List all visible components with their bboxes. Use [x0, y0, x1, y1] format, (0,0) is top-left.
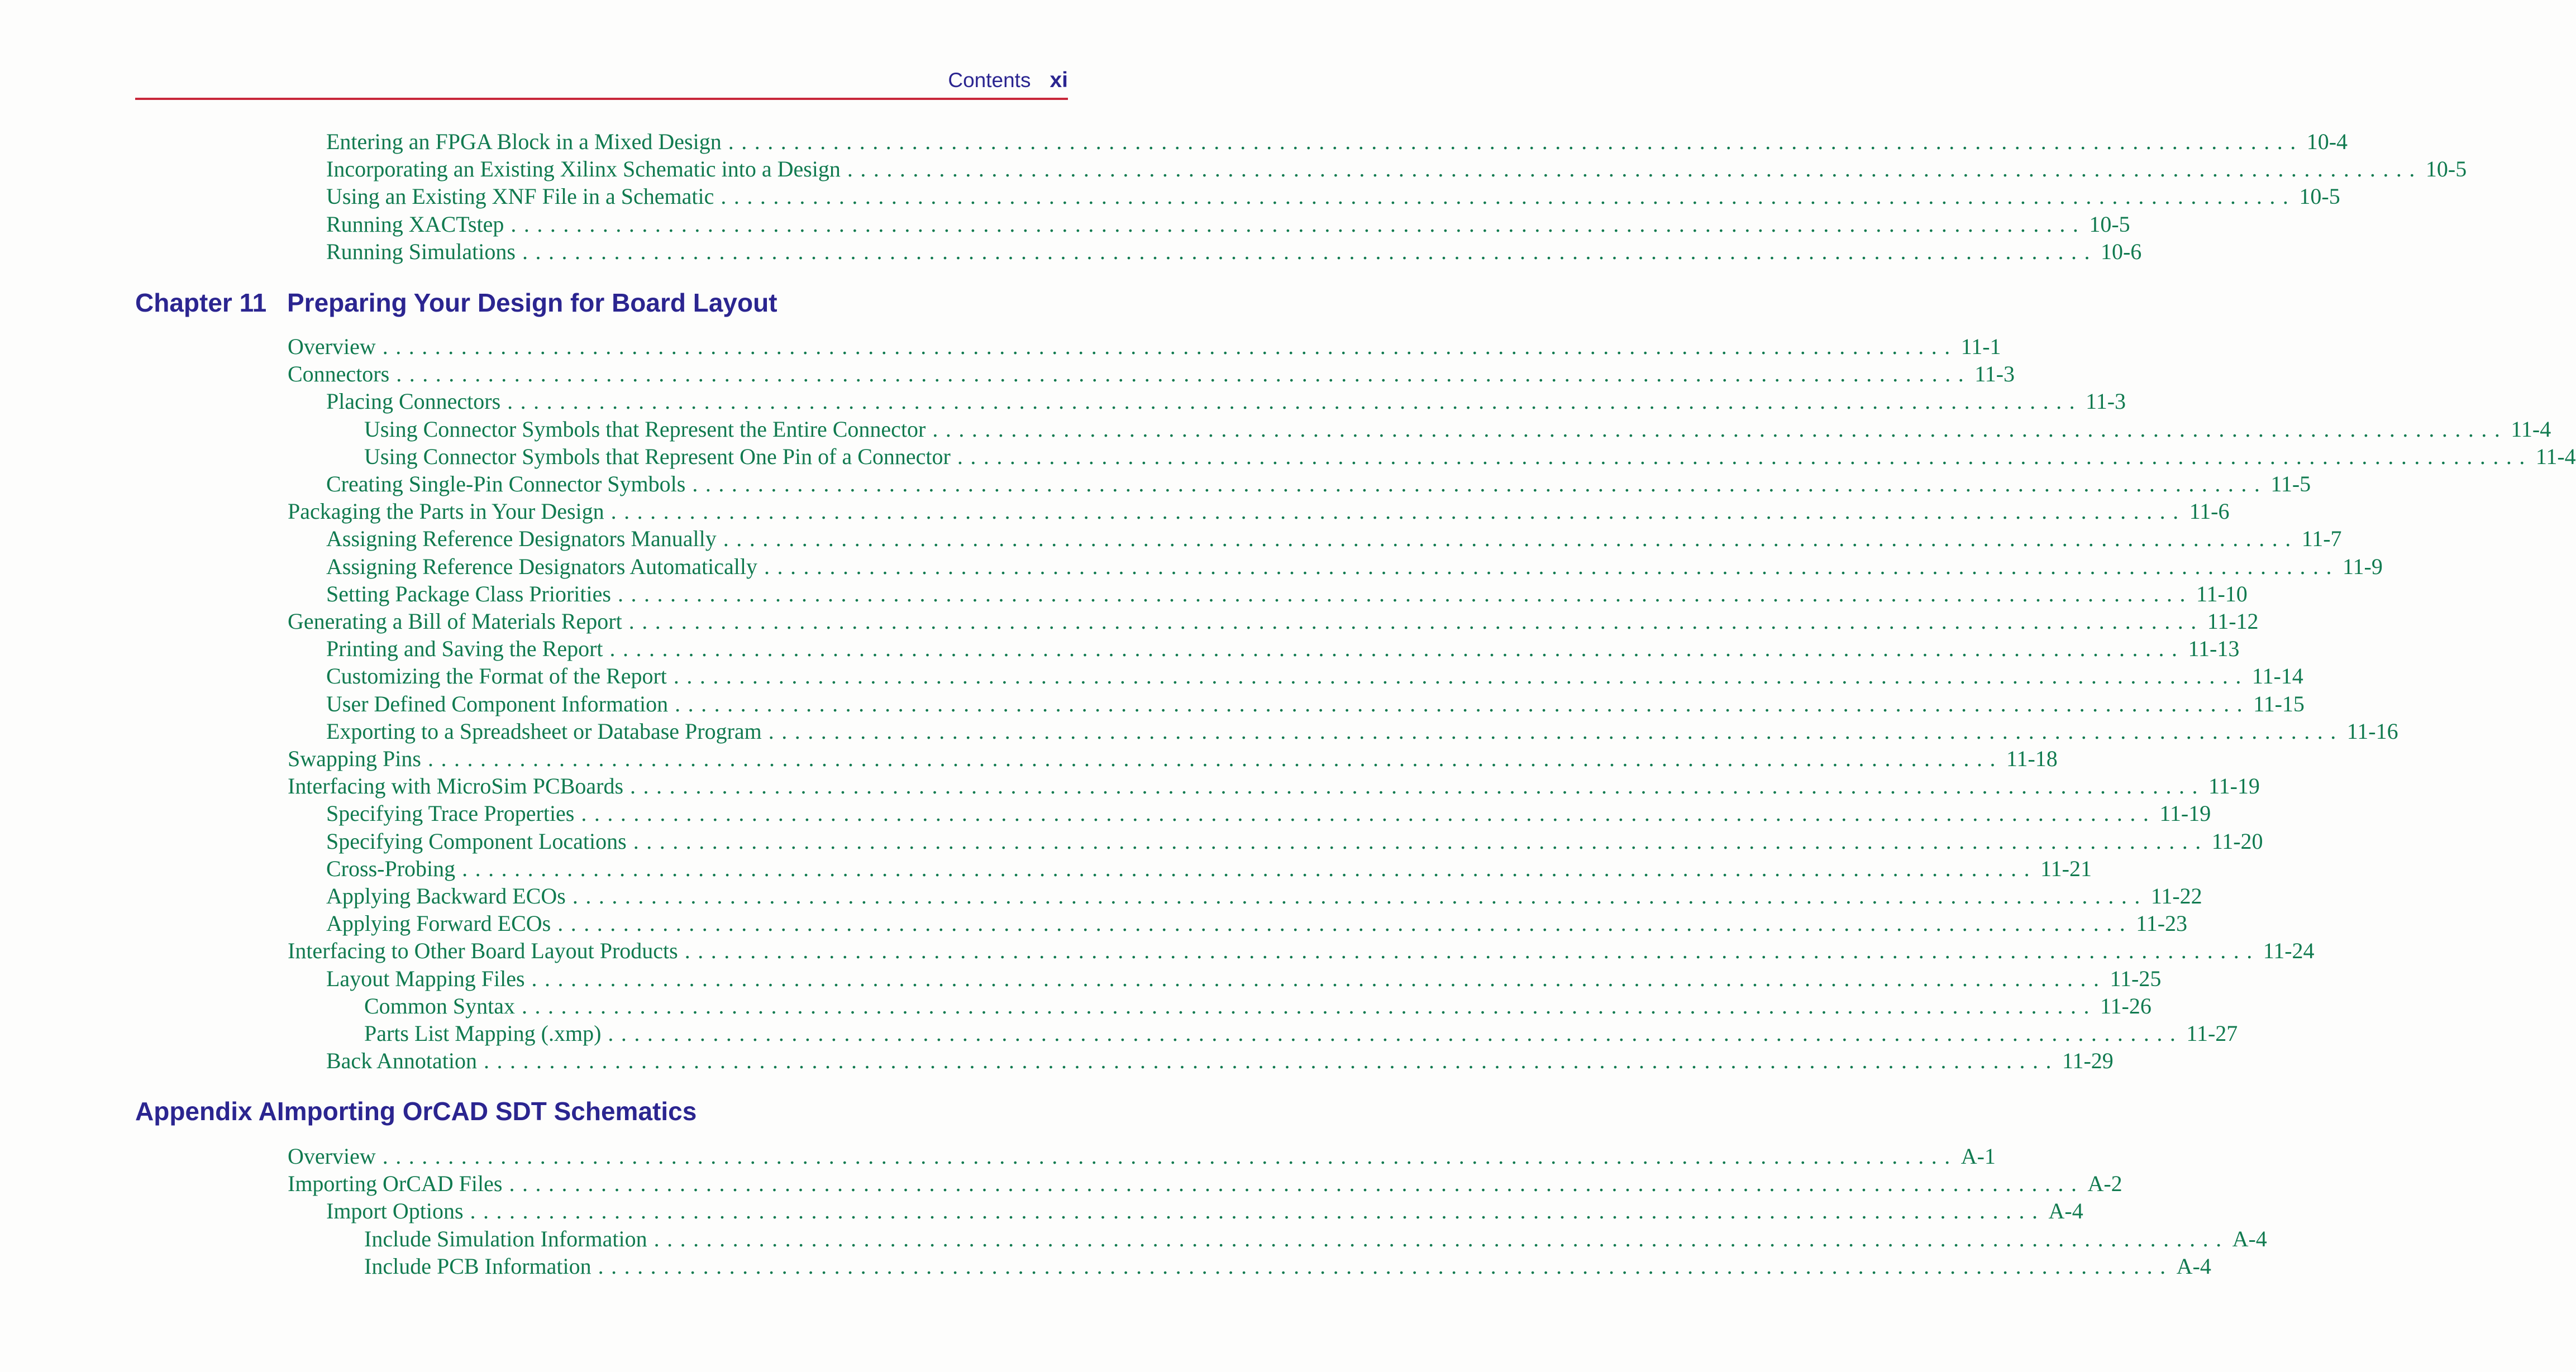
toc-entry-title: Interfacing with MicroSim PCBoards	[288, 773, 624, 799]
dot-leader: ........................................................................................................................	[427, 746, 2003, 771]
toc-entry-page-number: 11-14	[2251, 663, 2303, 689]
dot-leader: ........................................................................................................................	[462, 856, 2038, 881]
toc-entry[interactable]	[326, 690, 2305, 718]
toc-entry-page-number: 11-12	[2207, 609, 2259, 634]
toc-entry-page-number: 10-5	[2089, 212, 2130, 237]
toc-entry-page-number: 11-16	[2346, 719, 2398, 744]
toc-entry[interactable]	[326, 662, 2303, 690]
toc-entry[interactable]	[326, 155, 2467, 183]
dot-leader: ........................................................................................................................	[557, 911, 2133, 936]
toc-entry-title: Importing OrCAD Files	[288, 1171, 503, 1196]
toc-entry-title: Cross-Probing	[326, 856, 456, 881]
toc-entry-page-number: A-1	[1960, 1144, 1996, 1169]
header-page-number: xi	[1050, 68, 1068, 92]
toc-entry[interactable]	[326, 800, 2211, 827]
toc-entry-title: Applying Forward ECOs	[326, 911, 551, 936]
toc-entry-title: Generating a Bill of Materials Report	[288, 609, 622, 634]
toc-entry[interactable]	[326, 128, 2348, 155]
dot-leader: ........................................................................................................................	[675, 691, 2250, 716]
toc-entry-page-number: 10-6	[2100, 239, 2142, 264]
dot-leader: ........................................................................................................................	[768, 719, 2344, 744]
toc-entry-page-number: 11-13	[2188, 636, 2240, 661]
toc-entry-title: Incorporating an Existing Xilinx Schematic into a Design	[326, 156, 841, 181]
toc-entry-page-number: 11-21	[2040, 856, 2092, 881]
dot-leader: ........................................................................................................................	[382, 1144, 1958, 1169]
toc-entry-page-number: 11-29	[2062, 1048, 2114, 1073]
toc-entry-title: Back Annotation	[326, 1048, 477, 1073]
toc-entry-title: Overview	[288, 1144, 376, 1169]
dot-leader: ........................................................................................................................	[511, 212, 2086, 237]
chapter-title: Preparing Your Design for Board Layout	[287, 288, 777, 317]
toc-entry-title: Packaging the Parts in Your Design	[288, 499, 604, 524]
toc-entry[interactable]	[288, 1170, 2122, 1197]
toc-entry[interactable]	[326, 211, 2130, 238]
toc-entry-page-number: 11-6	[2189, 499, 2230, 524]
toc-entry-title: Swapping Pins	[288, 746, 421, 771]
dot-leader: ........................................................................................................................	[932, 417, 2508, 442]
toc-entry[interactable]	[288, 498, 2230, 525]
toc-entry-title: Include Simulation Information	[364, 1226, 647, 1251]
chapter-11-heading	[135, 288, 777, 318]
toc-entry[interactable]	[326, 1047, 2114, 1074]
dot-leader: ........................................................................................................................	[692, 471, 2268, 496]
appendix-title: Appendix AImporting OrCAD SDT Schematics	[135, 1097, 697, 1126]
toc-entry[interactable]	[288, 333, 2001, 360]
dot-leader: ........................................................................................................................	[633, 829, 2208, 854]
dot-leader: ........................................................................................................................	[684, 938, 2260, 963]
toc-entry-title: User Defined Component Information	[326, 691, 669, 716]
toc-entry[interactable]	[364, 443, 2576, 470]
toc-entry-title: Assigning Reference Designators Manually	[326, 526, 717, 551]
toc-entry-page-number: 11-19	[2159, 801, 2211, 826]
toc-entry-page-number: 11-18	[2006, 746, 2058, 771]
dot-leader: ........................................................................................................................	[610, 499, 2186, 524]
toc-entry[interactable]	[326, 470, 2311, 498]
dot-leader: ........................................................................................................................	[509, 1171, 2084, 1196]
toc-entry-page-number: 11-7	[2301, 526, 2342, 551]
dot-leader: ........................................................................................................................	[608, 1021, 2183, 1046]
toc-entry-title: Specifying Trace Properties	[326, 801, 575, 826]
header-section-name: Contents	[948, 69, 1031, 92]
toc-entry[interactable]	[288, 608, 2259, 635]
toc-entry-title: Overview	[288, 334, 376, 359]
toc-entry-page-number: 11-25	[2110, 966, 2162, 991]
toc-entry[interactable]	[326, 910, 2188, 937]
toc-entry[interactable]	[326, 1197, 2083, 1225]
toc-entry[interactable]	[326, 882, 2202, 910]
toc-entry[interactable]	[326, 718, 2398, 745]
toc-entry-title: Customizing the Format of the Report	[326, 663, 667, 689]
toc-entry-page-number: 11-4	[2511, 417, 2551, 442]
toc-entry-page-number: 11-26	[2100, 993, 2152, 1019]
dot-leader: ........................................................................................................................	[957, 444, 2532, 469]
dot-leader: ........................................................................................................................	[723, 526, 2298, 551]
dot-leader: ........................................................................................................................	[728, 129, 2303, 154]
toc-entry-title: Creating Single-Pin Connector Symbols	[326, 471, 686, 496]
toc-entry-title: Printing and Saving the Report	[326, 636, 603, 661]
toc-entry-title: Applying Backward ECOs	[326, 883, 566, 909]
appendix-a-heading	[135, 1096, 697, 1126]
dot-leader: ........................................................................................................................	[609, 636, 2185, 661]
dot-leader: ........................................................................................................................	[721, 184, 2296, 209]
toc-entry[interactable]	[326, 635, 2240, 662]
toc-entry[interactable]	[364, 1225, 2267, 1253]
running-header	[135, 68, 1068, 93]
toc-entry[interactable]	[326, 238, 2142, 265]
toc-entry[interactable]	[288, 1142, 1996, 1170]
toc-entry[interactable]	[288, 745, 2058, 772]
toc-entry-title: Parts List Mapping (.xmp)	[364, 1021, 602, 1046]
toc-entry-page-number: 11-9	[2343, 554, 2383, 579]
toc-entry[interactable]	[326, 388, 2126, 415]
dot-leader: ........................................................................................................................	[653, 1226, 2229, 1251]
dot-leader: ........................................................................................................................	[598, 1254, 2173, 1279]
toc-entry-title: Using Connector Symbols that Represent the Entire Connector	[364, 417, 926, 442]
toc-entry-page-number: A-2	[2087, 1171, 2122, 1196]
toc-entry-page-number: 11-20	[2211, 829, 2263, 854]
toc-entry-title: Entering an FPGA Block in a Mixed Design	[326, 129, 722, 154]
dot-leader: ........................................................................................................................	[382, 334, 1958, 359]
toc-entry[interactable]	[326, 580, 2248, 608]
dot-leader: ........................................................................................................................	[617, 581, 2193, 606]
toc-entry-title: Using Connector Symbols that Represent One Pin of a Connector	[364, 444, 951, 469]
toc-entry-title: Connectors	[288, 361, 390, 386]
toc-entry[interactable]	[326, 525, 2342, 552]
toc-entry[interactable]	[288, 937, 2315, 964]
toc-entry-page-number: 11-27	[2186, 1021, 2238, 1046]
chapter-number: Chapter 11	[135, 288, 267, 317]
toc-entry-page-number: 11-22	[2150, 883, 2202, 909]
dot-leader: ........................................................................................................................	[522, 993, 2097, 1019]
toc-entry-page-number: 11-24	[2263, 938, 2315, 963]
toc-entry-title: Specifying Component Locations	[326, 829, 627, 854]
toc-entry-title: Common Syntax	[364, 993, 516, 1019]
dot-leader: ........................................................................................................................	[522, 239, 2097, 264]
dot-leader: ........................................................................................................................	[581, 801, 2157, 826]
toc-entry-title: Interfacing to Other Board Layout Products	[288, 938, 678, 963]
dot-leader: ........................................................................................................................	[673, 663, 2249, 689]
toc-entry[interactable]	[364, 992, 2152, 1020]
toc-entry-title: Import Options	[326, 1198, 464, 1223]
dot-leader: ........................................................................................................................	[628, 609, 2204, 634]
toc-entry-page-number: A-4	[2048, 1198, 2083, 1223]
toc-entry[interactable]	[364, 415, 2551, 443]
toc-entry[interactable]	[364, 1253, 2211, 1280]
dot-leader: ........................................................................................................................	[470, 1198, 2045, 1223]
toc-entry[interactable]	[288, 772, 2260, 800]
toc-entry[interactable]	[326, 828, 2263, 855]
dot-leader: ........................................................................................................................	[572, 883, 2148, 909]
dot-leader: ........................................................................................................................	[531, 966, 2107, 991]
dot-leader: ........................................................................................................................	[483, 1048, 2059, 1073]
toc-entry[interactable]	[326, 855, 2092, 882]
dot-leader: ........................................................................................................................	[507, 389, 2083, 414]
toc-entry-title: Running XACTstep	[326, 212, 504, 237]
toc-entry-page-number: 11-1	[1960, 334, 2001, 359]
toc-entry-title: Setting Package Class Priorities	[326, 581, 611, 606]
dot-leader: ........................................................................................................................	[630, 773, 2206, 799]
toc-entry-page-number: 11-4	[2535, 444, 2576, 469]
toc-entry[interactable]	[288, 360, 2015, 388]
toc-entry-page-number: A-4	[2176, 1254, 2211, 1279]
toc-entry-page-number: A-4	[2232, 1226, 2267, 1251]
toc-entry-page-number: 10-5	[2425, 156, 2467, 181]
dot-leader: ........................................................................................................................	[764, 554, 2340, 579]
toc-entry[interactable]	[364, 1020, 2238, 1047]
toc-entry[interactable]	[326, 553, 2383, 580]
toc-entry-page-number: 11-3	[2086, 389, 2126, 414]
toc-entry-title: Using an Existing XNF File in a Schematic	[326, 184, 714, 209]
toc-entry-page-number: 11-5	[2270, 471, 2311, 496]
dot-leader: ........................................................................................................................	[847, 156, 2422, 181]
toc-entry-title: Running Simulations	[326, 239, 516, 264]
toc-entry-title: Layout Mapping Files	[326, 966, 525, 991]
toc-entry-page-number: 11-15	[2253, 691, 2305, 716]
toc-entry-page-number: 11-10	[2196, 581, 2248, 606]
toc-entry-page-number: 10-4	[2306, 129, 2348, 154]
toc-entry[interactable]	[326, 965, 2162, 992]
toc-entry-title: Assigning Reference Designators Automatically	[326, 554, 758, 579]
dot-leader: ........................................................................................................................	[396, 361, 1972, 386]
toc-entry-page-number: 10-5	[2299, 184, 2340, 209]
toc-entry-title: Include PCB Information	[364, 1254, 591, 1279]
header-rule	[135, 98, 1068, 100]
toc-entry-page-number: 11-19	[2208, 773, 2260, 799]
toc-entry-page-number: 11-3	[1974, 361, 2015, 386]
toc-entry[interactable]	[326, 183, 2340, 210]
toc-entry-page-number: 11-23	[2136, 911, 2188, 936]
toc-entry-title: Placing Connectors	[326, 389, 501, 414]
toc-entry-title: Exporting to a Spreadsheet or Database Program	[326, 719, 762, 744]
